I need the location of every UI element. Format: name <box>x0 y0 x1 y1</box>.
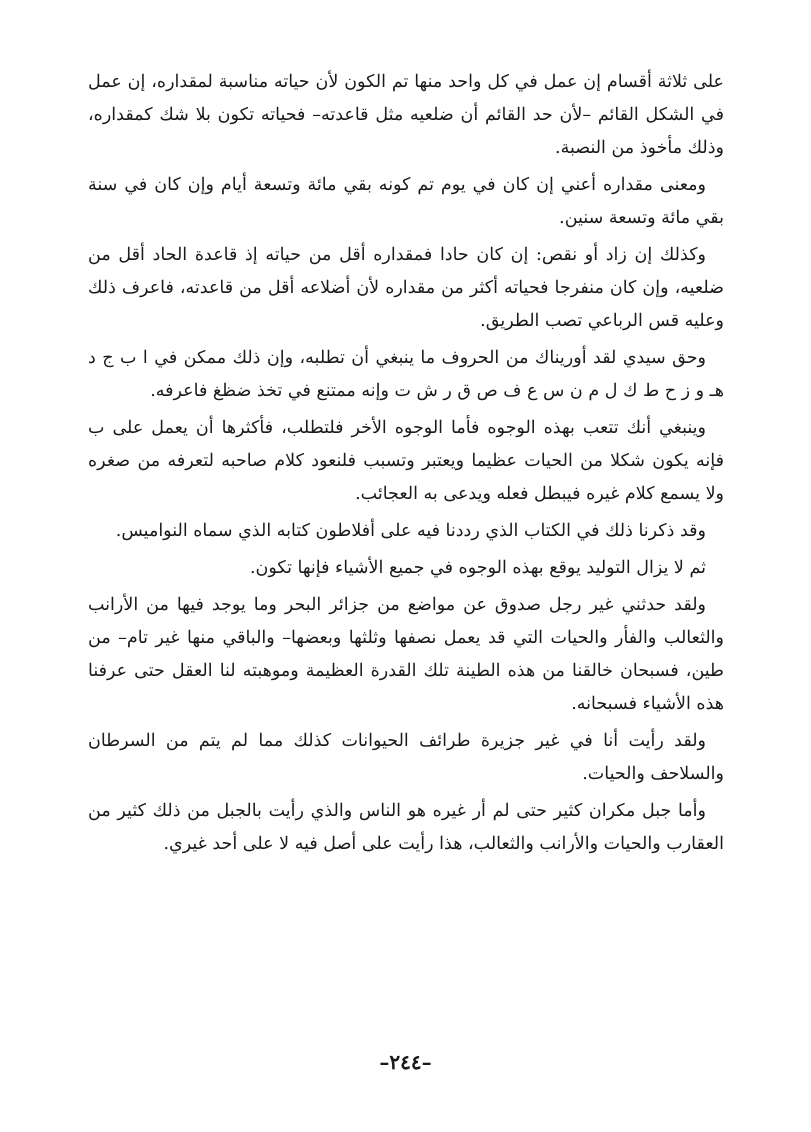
paragraph-10: وأما جبل مكران كثير حتى لم أر غيره هو الناس والذي رأيت بالجبل من ذلك كثير من العقارب والحيات والأرانب والثعالب، هذا رأيت على أصل فيه لا على أحد غيري. <box>88 801 724 854</box>
paragraph-6: وقد ذكرنا ذلك في الكتاب الذي رددنا فيه على أفلاطون كتابه الذي سماه النواميس. <box>115 521 706 541</box>
paragraph-8: ولقد حدثني غير رجل صدوق عن مواضع من جزائر البحر وما يوجد فيها من الأرانب والثعالب والفأر والحيات التي قد يعمل نصفها وثلثها وبعضها– والباقي منها غير تام– من طين، فسبحان خالقنا من هذه الطينة تلك القدرة العظيمة وموهبته لنا العقل حتى عرفنا هذه الأشياء فسبحانه. <box>88 595 724 714</box>
paragraph-1: على ثلاثة أقسام إن عمل في كل واحد منها تم الكون لأن حياته مناسبة لمقداره، إن عمل في الشكل القائم –لأن حد القائم أن ضلعيه مثل قاعدته– فحياته تكون بلا شك كمقداره، وذلك مأخوذ من النصبة. <box>88 72 724 158</box>
paragraph-7: ثم لا يزال التوليد يوقع بهذه الوجوه في جميع الأشياء فإنها تكون. <box>249 558 706 578</box>
paragraph-9: ولقد رأيت أنا في غير جزيرة طرائف الحيوانات كذلك مما لم يتم من السرطان والسلاحف والحيات. <box>88 731 724 784</box>
page-number: –٢٤٤– <box>379 1050 432 1074</box>
paragraph-2: ومعنى مقداره أعني إن كان في يوم تم كونه بقي مائة وتسعة أيام وإن كان في سنة بقي مائة وتسعة سنين. <box>88 175 724 228</box>
paragraph-5: وينبغي أنك تتعب بهذه الوجوه فأما الوجوه الأخر فلتطلب، فأكثرها أن يعمل على ب فإنه يكون شكلا من الحيات عظيما ويعتبر وتسبب فلنعود كلام صاحبه لتعرفه من صغره ولا يسمع كلام غيره فيبطل فعله ويدعى به العجائب. <box>88 418 724 504</box>
paragraph-3: وكذلك إن زاد أو نقص: إن كان حادا فمقداره أقل من حياته إذ قاعدة الحاد أقل من ضلعيه، وإن كان منفرجا فحياته أكثر من مقداره لأن أضلاعه أقل من قاعدته، فاعرف ذلك وعليه قس الرباعي تصب الطريق. <box>88 245 724 331</box>
page-body <box>88 66 724 865</box>
paragraph-4: وحق سيدي لقد أوريناك من الحروف ما ينبغي أن تطلبه، وإن ذلك ممكن في ا ب ج د هـ و ز ح ط ك ل م ن س ع ف ص ق ر ش ت وإنه ممتنع في تخذ ضظغ فاعرفه. <box>88 348 724 401</box>
